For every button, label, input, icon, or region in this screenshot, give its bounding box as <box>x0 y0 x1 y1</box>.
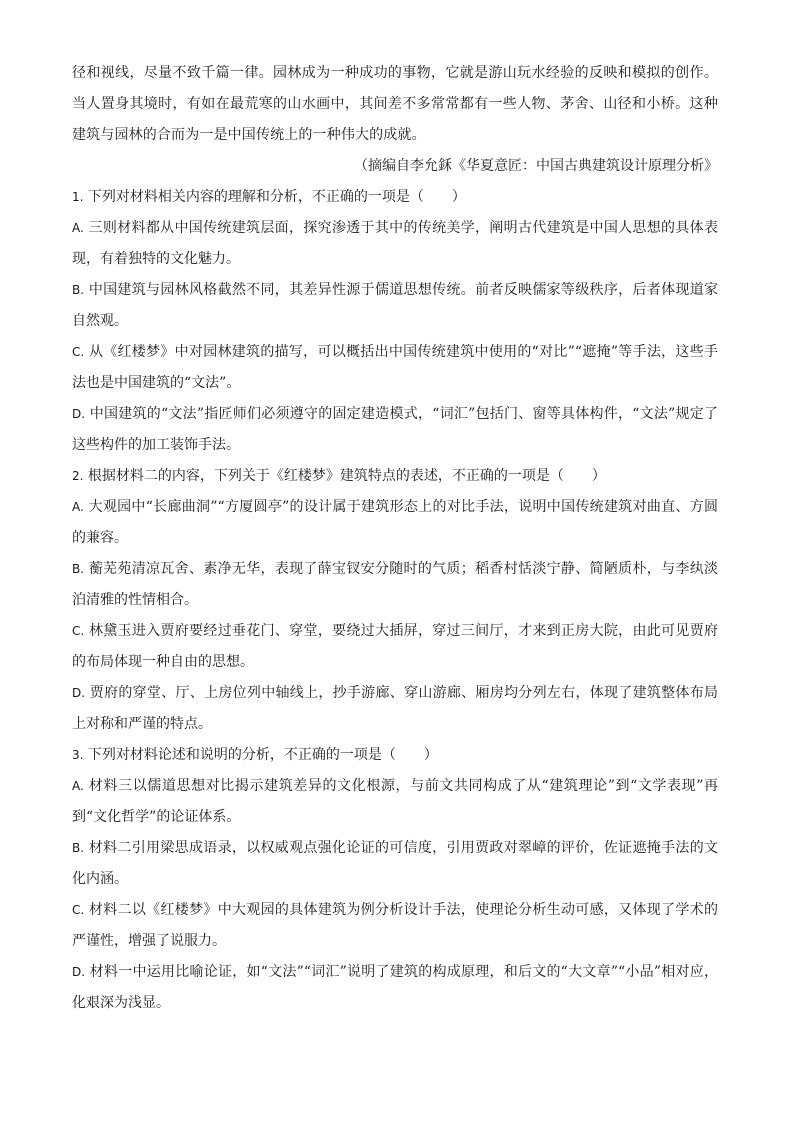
option-text: 中国建筑的“文法”指匠师们必须遵守的固定建造模式，“词汇”包括门、窗等具体构件，“文法”规定了这些构件的加工装饰手法。 <box>72 406 718 453</box>
question-1 <box>72 182 718 213</box>
passage-source: （摘编自李允鉌《华夏意匠：中国古典建筑设计原理分析》 <box>354 158 718 174</box>
question-3-option-b <box>72 833 718 895</box>
question-1-number: 1. <box>72 190 84 204</box>
option-label: D. <box>72 686 86 700</box>
option-label: B. <box>72 562 85 576</box>
option-label: A. <box>72 500 84 514</box>
option-label: D. <box>72 407 86 421</box>
option-text: 材料二引用梁思成语录，以权威观点强化论证的可信度，引用贾政对翠嶂的评价，佐证遮掩手法的文化内涵。 <box>72 840 719 887</box>
option-label: A. <box>72 779 84 793</box>
question-2-number: 2. <box>72 469 84 483</box>
question-2-option-a <box>72 492 718 554</box>
question-3-number: 3. <box>72 748 84 762</box>
passage-paragraph: 径和视线，尽量不致千篇一律。园林成为一种成功的事物，它就是游山玩水经验的反映和模拟的创作。当人置身其境时，有如在最荒寒的山水画中，其间差不多常常都有一些人物、茅舍、山径和小桥。这种建筑与园林的合而为一是中国传统上的一种伟大的成就。 <box>72 65 718 143</box>
question-3-option-a <box>72 771 718 833</box>
option-label: D. <box>72 965 86 979</box>
option-text: 蘅芜苑清凉瓦舍、素净无华，表现了薛宝钗安分随时的气质；稻香村恬淡宁静、简陋质朴，与李纨淡泊清雅的性情相合。 <box>72 561 719 608</box>
option-text: 材料一中运用比喻论证，如“文法”“词汇”说明了建筑的构成原理，和后文的“大文章”“小品”相对应，化艰深为浅显。 <box>72 964 718 1011</box>
question-1-stem: 下列对材料相关内容的理解和分析，不正确的一项是（ ） <box>87 189 466 205</box>
option-label: A. <box>72 221 84 235</box>
question-1-option-c <box>72 337 718 399</box>
option-text: 林黛玉进入贾府要经过垂花门、穿堂，要绕过大插屏，穿过三间厅，才来到正房大院，由此可见贾府的布局体现一种自由的思想。 <box>72 623 719 670</box>
option-text: 中国建筑与园林风格截然不同，其差异性源于儒道思想传统。前者反映儒家等级秩序，后者体现道家自然观。 <box>72 282 719 329</box>
question-2-stem: 根据材料二的内容，下列关于《红楼梦》建筑特点的表述，不正确的一项是（ ） <box>87 468 606 484</box>
question-1-option-b <box>72 275 718 337</box>
option-label: C. <box>72 903 85 917</box>
question-2-option-d <box>72 678 718 740</box>
question-3 <box>72 740 718 771</box>
option-label: C. <box>72 624 85 638</box>
option-text: 从《红楼梦》中对园林建筑的描写，可以概括出中国传统建筑中使用的“对比”“遮掩”等手法，这些手法也是中国建筑的“文法”。 <box>72 344 718 391</box>
question-2-option-b <box>72 554 718 616</box>
option-label: B. <box>72 283 85 297</box>
question-3-stem: 下列对材料论述和说明的分析，不正确的一项是（ ） <box>87 747 438 763</box>
question-3-option-d <box>72 957 718 1019</box>
option-text: 三则材料都从中国传统建筑层面，探究渗透于其中的传统美学，阐明古代建筑是中国人思想的具体表现，有着独特的文化魅力。 <box>72 220 718 267</box>
question-3-option-c <box>72 895 718 957</box>
question-2 <box>72 461 718 492</box>
question-1-option-a <box>72 213 718 275</box>
question-2-option-c <box>72 616 718 678</box>
option-text: 贾府的穿堂、厅、上房位列中轴线上，抄手游廊、穿山游廊、厢房均分列左右，体现了建筑整体布局上对称和严谨的特点。 <box>72 685 718 732</box>
option-text: 材料二以《红楼梦》中大观园的具体建筑为例分析设计手法，使理论分析生动可感，又体现了学术的严谨性，增强了说服力。 <box>72 902 719 949</box>
document-page <box>72 58 718 1019</box>
option-label: B. <box>72 841 85 855</box>
option-label: C. <box>72 345 85 359</box>
question-1-option-d <box>72 399 718 461</box>
option-text: 大观园中“长廊曲洞”“方厦圆亭”的设计属于建筑形态上的对比手法，说明中国传统建筑对曲直、方圆的兼容。 <box>72 499 718 546</box>
option-text: 材料三以儒道思想对比揭示建筑差异的文化根源，与前文共同构成了从“建筑理论”到“文学表现”再到“文化哲学”的论证体系。 <box>72 778 718 825</box>
